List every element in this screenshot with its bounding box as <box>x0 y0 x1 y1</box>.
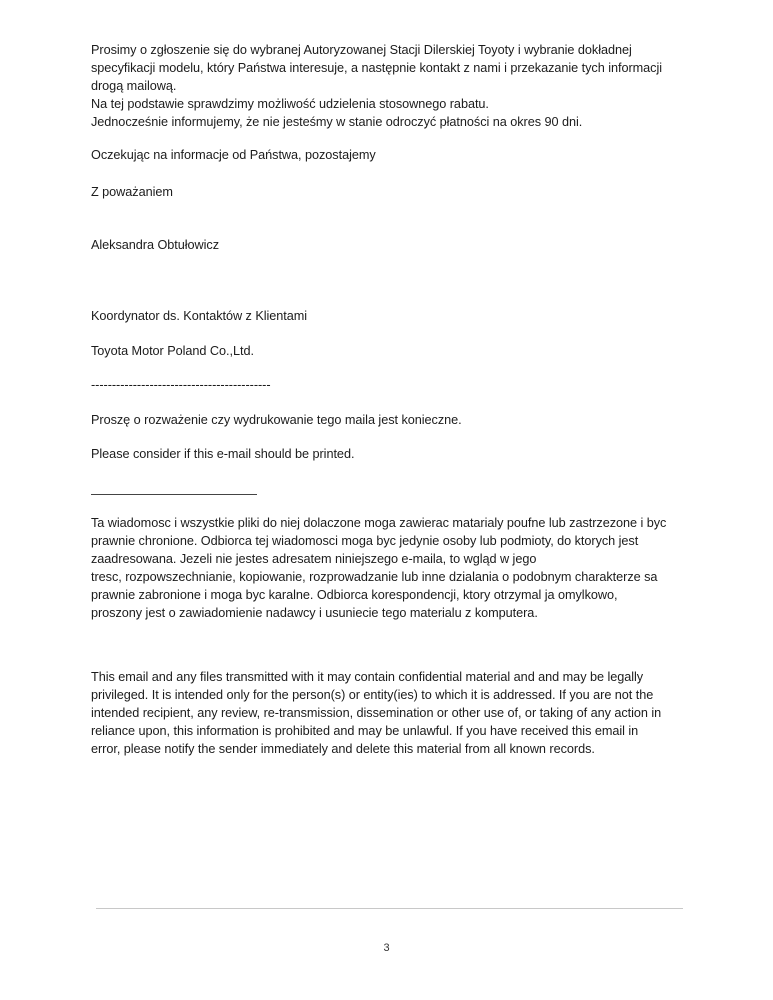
text-line: error, please notify the sender immediately and delete this material from all known records. <box>91 742 595 756</box>
text-line: prawnie chronione. Odbiorca tej wiadomosci moga byc jedynie osoby lub podmioty, do ktorych jest <box>91 534 639 548</box>
text-line: Prosimy o zgłoszenie się do wybranej Autoryzowanej Stacji Dilerskiej Toyoty i wybranie dokładnej <box>91 43 632 57</box>
text-line: Na tej podstawie sprawdzimy możliwość udzielenia stosownego rabatu. <box>91 97 489 111</box>
company-name: Toyota Motor Poland Co.,Ltd. <box>91 344 254 358</box>
text-line: Ta wiadomosc i wszystkie pliki do niej dolaczone moga zawierac matarialy poufne lub zastrzezone i byc <box>91 516 667 530</box>
page-number: 3 <box>383 942 390 954</box>
text-line: tresc, rozpowszechnianie, kopiowanie, rozprowadzanie lub inne dzialania o podobnym charakterze sa <box>91 570 658 584</box>
text-line: proszony jest o zawiadomienie nadawcy i usuniecie tego materialu z komputera. <box>91 606 538 620</box>
text-line: Jednocześnie informujemy, że nie jesteśmy w stanie odroczyć płatności na okres 90 dni. <box>91 115 583 129</box>
text-line: intended recipient, any review, re-transmission, dissemination or other use of, or taking of any action in <box>91 706 662 720</box>
text-line: prawnie zabronione i moga byc karalne. Odbiorca korespondencji, ktory otrzymal ja omylkowo, <box>91 588 618 602</box>
signer-title: Koordynator ds. Kontaktów z Klientami <box>91 309 308 323</box>
print-notice-polish: Proszę o rozważenie czy wydrukowanie tego maila jest konieczne. <box>91 413 462 427</box>
salutation: Z poważaniem <box>91 185 173 199</box>
closing-line: Oczekując na informacje od Państwa, pozostajemy <box>91 148 376 162</box>
text-line: specyfikacji modelu, który Państwa interesuje, a następnie kontakt z nami i przekazanie tych informacji <box>91 61 662 75</box>
text-line: drogą mailową. <box>91 79 177 93</box>
text-line: reliance upon, this information is prohibited and may be unlawful. If you have received this email in <box>91 724 639 738</box>
signature-divider <box>91 494 257 495</box>
signer-name: Aleksandra Obtułowicz <box>91 238 219 252</box>
disclaimer-english <box>91 668 661 758</box>
print-notice-english: Please consider if this e-mail should be printed. <box>91 447 355 461</box>
text-line: privileged. It is intended only for the person(s) or entity(ies) to which it is addressed. If you are not the <box>91 688 654 702</box>
request-paragraph <box>91 41 662 131</box>
separator-line: ------------------------------------------- <box>91 378 271 392</box>
disclaimer-polish <box>91 514 666 622</box>
text-line: zaadresowana. Jezeli nie jestes adresatem niniejszego e-maila, to wgląd w jego <box>91 552 537 566</box>
text-line: This email and any files transmitted with it may contain confidential material and and may be legally <box>91 670 644 684</box>
footer-divider <box>96 908 683 909</box>
